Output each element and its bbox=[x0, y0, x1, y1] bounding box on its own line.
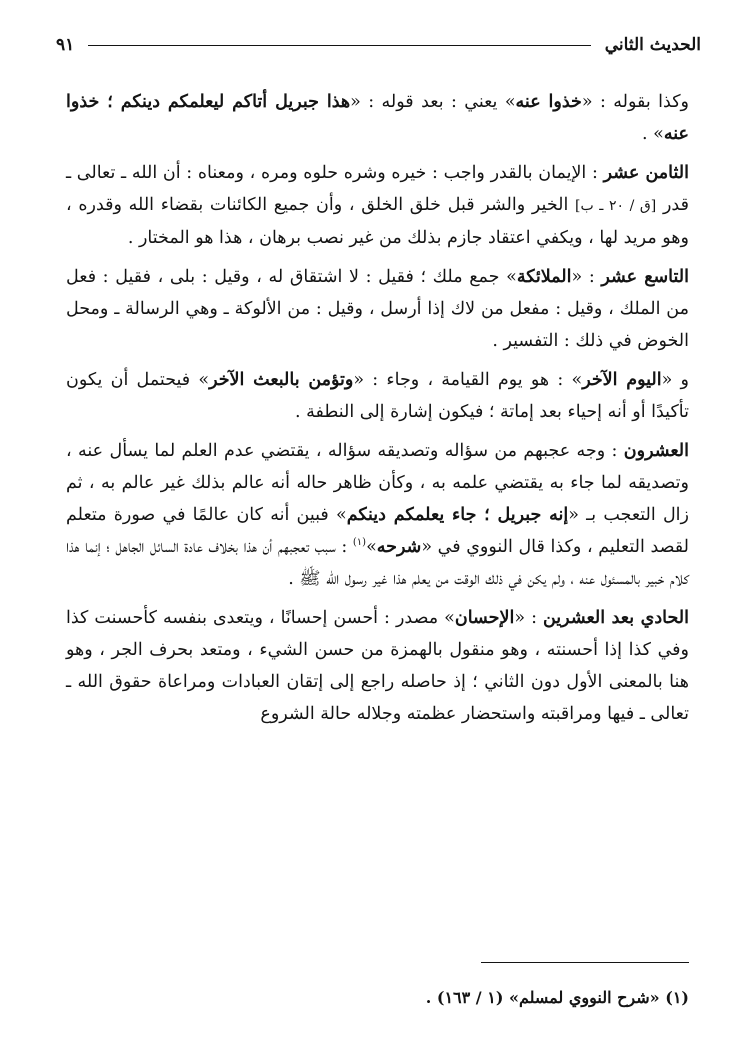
text: وكذا بقوله : « bbox=[581, 92, 689, 112]
header-title: الحديث الثاني bbox=[604, 35, 701, 55]
footnote-number: (١) bbox=[665, 988, 689, 1007]
text: : وجه عجبهم من سؤاله وتصديقه سؤاله ، يقتضي عدم العلم لما يسأل عنه ، وتصديقه لما جاء به يقتضي علمه به ، وكأن ظاهر حاله أنه عالم بذلك غير عالم به ، ثم زال التعجب بـ « bbox=[66, 441, 689, 525]
paragraph-last-day bbox=[66, 364, 689, 428]
text: » يعني : بعد قوله : « bbox=[350, 92, 516, 112]
text: » فيحتمل أن يكون تأكيدًا أو أنه إحياء بعد إماتة ؛ فيكون إشارة إلى النطفة . bbox=[66, 370, 689, 422]
hadith-quote: الإحسان bbox=[454, 608, 515, 628]
text: و « bbox=[661, 370, 689, 390]
text: » . bbox=[642, 124, 664, 144]
text: » bbox=[366, 537, 377, 557]
text: الخير والشر قبل خلق الخلق ، وأن جميع الكائنات بقضاء الله وقدره ، وهو مريد لها ، ويكفي اعتقاد جازم بذلك من غير نصب برهان ، هذا هو المختار . bbox=[66, 195, 689, 248]
section-term: العشرون bbox=[623, 441, 689, 461]
section-term: الثامن عشر bbox=[603, 163, 689, 183]
footnote-text: «شرح النووي لمسلم» (١ / ١٦٣) . bbox=[425, 988, 660, 1007]
paragraph-18th bbox=[66, 157, 689, 254]
section-term: الحادي بعد العشرين bbox=[542, 608, 689, 628]
paragraph-21st bbox=[66, 602, 689, 730]
hadith-quote: اليوم الآخر bbox=[582, 370, 662, 390]
page-number: ٩١ bbox=[56, 35, 75, 55]
text: » : هو يوم القيامة ، وجاء : « bbox=[353, 370, 583, 390]
body-text bbox=[66, 86, 689, 737]
running-header bbox=[56, 30, 701, 60]
text: : « bbox=[514, 608, 537, 628]
section-term: التاسع عشر bbox=[601, 267, 689, 287]
text: : سبب تعجبهم أن هذا بخلاف عادة السائل الجاهل ؛ إنما هذا كلام خبير بالمسئول عنه ، ولم يكن في ذلك الوقت من يعلم هذا غير رسول الله ﷺ . bbox=[66, 537, 689, 589]
hadith-quote: شرحه bbox=[376, 537, 422, 557]
text: » فبين أنه كان عالمًا في صورة متعلم لقصد التعليم ، وكذا قال النووي في « bbox=[66, 505, 689, 557]
text: » مصدر : أحسن إحسانًا ، ويتعدى بنفسه كأحسنت كذا وفي كذا إذا أحسنته ، وهو منقول بالهمزة من حسن الشيء ، ومتعد بحرف الجر ، وهو هنا بالمعنى الأول دون الثاني ؛ إذ حاصله راجع إلى إتقان العبادات ومراعاة حقوق الله ـ تعالى ـ فيها ومراقبته واستحضار عظمته وجلاله حالة الشروع bbox=[66, 608, 689, 724]
paragraph-20th bbox=[66, 435, 689, 595]
hadith-quote: خذوا عنه bbox=[515, 92, 582, 112]
header-rule bbox=[88, 45, 590, 46]
paragraph-1 bbox=[66, 86, 689, 150]
hadith-quote: إنه جبريل ؛ جاء يعلمكم دينكم bbox=[346, 505, 569, 525]
footnote-rule bbox=[481, 962, 689, 963]
manuscript-marker: [ق / ٢٠ ـ ب] bbox=[575, 198, 657, 214]
text: » جمع ملك ؛ فقيل : لا اشتقاق له ، وقيل : بلى ، فقيل : فعل من الملك ، وقيل : مفعل من لاك إذا أرسل ، وقيل : من الألوكة ـ وهي الرسالة ـ ومحل الخوض في ذلك : التفسير . bbox=[66, 267, 689, 351]
footnote-reference[interactable]: (١) bbox=[352, 537, 367, 549]
footnote bbox=[66, 985, 689, 1011]
text: : الإيمان بالقدر واجب : خيره وشره حلوه ومره ، ومعناه : أن الله ـ تعالى ـ قدر bbox=[66, 163, 689, 215]
paragraph-19th bbox=[66, 261, 689, 357]
hadith-quote: الملائكة bbox=[516, 267, 572, 287]
text: : « bbox=[571, 267, 595, 287]
hadith-quote: وتؤمن بالبعث الآخر bbox=[209, 370, 354, 390]
hadith-quote: هذا جبريل أتاكم ليعلمكم دينكم ؛ خذوا عنه bbox=[66, 92, 689, 144]
